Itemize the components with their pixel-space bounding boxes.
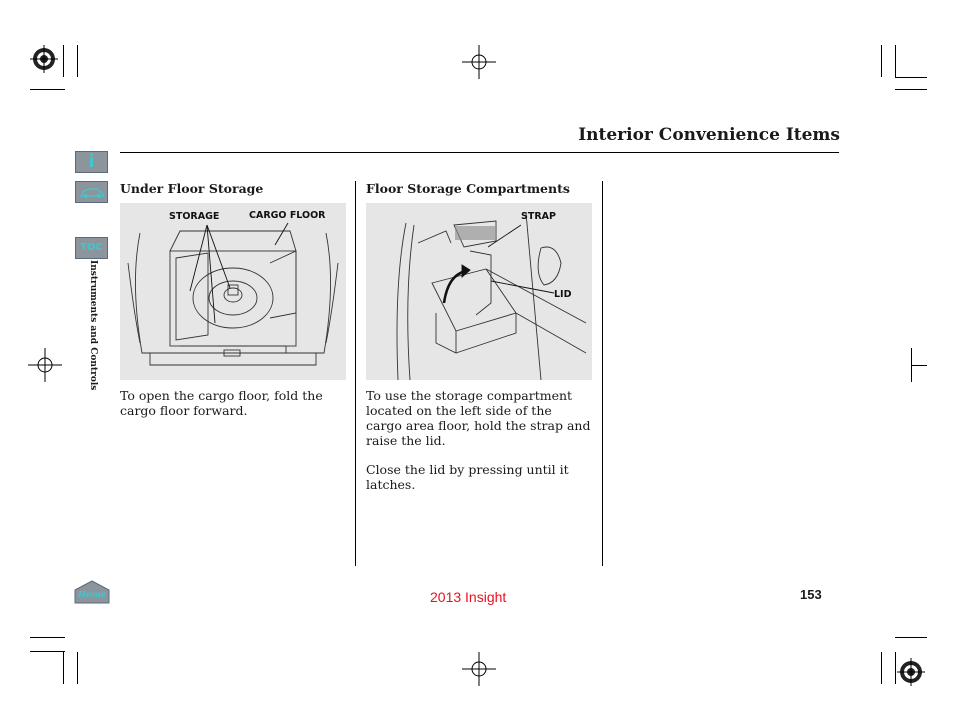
storage-compartment-illustration (366, 203, 592, 380)
toc-label: TOC (80, 242, 103, 253)
crosshair-icon (462, 45, 496, 79)
column-divider (602, 181, 603, 566)
header-rule (120, 152, 839, 153)
registration-target-icon (30, 45, 60, 75)
section-label: Instruments and Controls (88, 260, 98, 391)
lid-callout: LID (554, 289, 572, 300)
strap-callout: STRAP (521, 211, 556, 222)
crosshair-icon (28, 348, 62, 382)
vehicle-button[interactable] (75, 181, 108, 203)
registration-target-icon (897, 658, 927, 688)
cargo-area-drawing (120, 203, 346, 380)
under-floor-storage-heading: Under Floor Storage (120, 181, 264, 196)
crosshair-icon (462, 652, 496, 686)
storage-callout: STORAGE (169, 211, 220, 222)
cargo-floor-callout: CARGO FLOOR (249, 210, 326, 221)
car-icon (76, 182, 107, 202)
compartment-paragraph-close: Close the lid by pressing until it latches. (366, 462, 569, 492)
cargo-floor-illustration (120, 203, 346, 380)
under-floor-paragraph: To open the cargo floor, fold the cargo floor forward. (120, 388, 323, 418)
info-button[interactable] (75, 151, 108, 173)
info-icon: i (88, 151, 95, 172)
page-number: 153 (800, 587, 822, 602)
column-divider (355, 181, 356, 566)
home-button[interactable]: Home (74, 580, 110, 604)
footer-model-name: 2013 Insight (430, 589, 507, 605)
floor-storage-heading: Floor Storage Compartments (366, 181, 570, 196)
compartment-paragraph-open: To use the storage compartment located on the left side of the cargo area floor, hold the strap and raise the lid. (366, 388, 591, 448)
toc-button[interactable] (75, 237, 108, 259)
page-title: Interior Convenience Items (578, 125, 840, 145)
